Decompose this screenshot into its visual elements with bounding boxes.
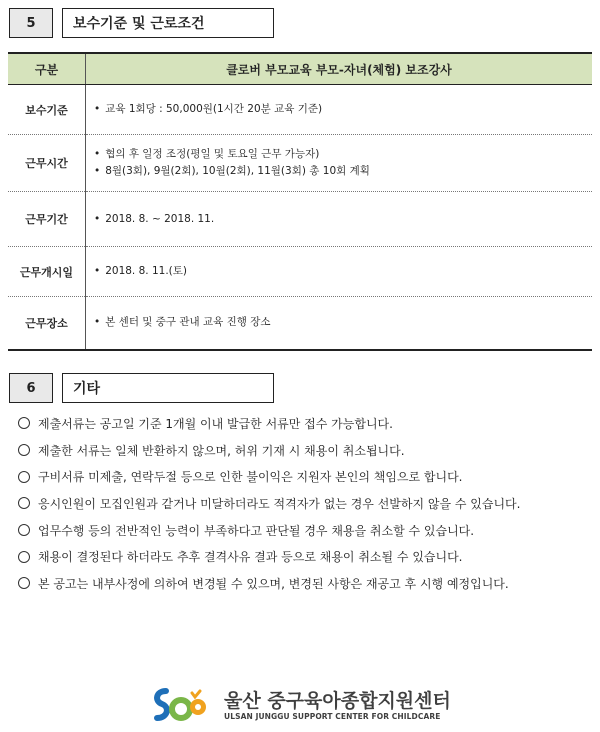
notes-list [18,410,598,597]
list-item [18,570,598,597]
row-value [86,135,593,192]
circle-bullet-icon [18,577,30,589]
list-item [18,410,598,437]
list-item-text: 본 공고는 내부사정에 의하여 변경될 수 있으며, 변경된 사항은 재공고 후 시행 예정입니다. [38,576,509,591]
row-label: 근무장소 [8,297,86,350]
list-item-text: 구비서류 미제출, 연락두절 등으로 인한 불이익은 지원자 본인의 책임으로 합니다. [38,470,463,485]
table-row-hours [8,135,592,192]
section-title: 보수기준 및 근로조건 [62,8,274,38]
row-value [86,85,593,135]
circle-bullet-icon [18,551,30,563]
list-item-text: 업무수행 등의 전반적인 능력이 부족하다고 판단될 경우 채용을 취소할 수 있습니다. [38,523,475,538]
table-header-category: 구분 [8,53,86,85]
row-bullet: • 8월(3회), 9월(2회), 10월(2회), 11월(3회) 총 10회 계획 [94,163,592,180]
list-item [18,543,598,570]
list-item [18,490,598,517]
row-label: 보수기준 [8,85,86,135]
table-header-position: 클로버 부모교육 부모-자녀(체험) 보조강사 [86,53,593,85]
table-row-start-date [8,247,592,297]
organization-name-korean: 울산 중구육아종합지원센터 [224,690,451,712]
row-bullet: • 협의 후 일정 조정(평일 및 토요일 근무 가능자) [94,146,592,163]
row-bullet: • 본 센터 및 중구 관내 교육 진행 장소 [94,314,592,331]
table-header-row [8,53,592,85]
row-label: 근무기간 [8,192,86,247]
row-bullet: • 2018. 8. 11.(토) [94,263,592,280]
organization-name-english: ULSAN JUNGGU SUPPORT CENTER FOR CHILDCARE [224,712,441,721]
row-bullet: • 교육 1회당 : 50,000원(1시간 20분 교육 기준) [94,101,592,118]
circle-bullet-icon [18,444,30,456]
list-item-text: 제출한 서류는 일체 반환하지 않으며, 허위 기재 시 채용이 취소됩니다. [38,443,405,458]
row-bullet: • 2018. 8. ~ 2018. 11. [94,211,592,228]
section-6-header [9,373,274,403]
section-number: 6 [9,373,53,403]
row-value [86,192,593,247]
list-item-text: 응시인원이 모집인원과 같거나 미달하더라도 적격자가 없는 경우 선발하지 않을 수 있습니다. [38,496,521,511]
list-item-text: 채용이 결정된다 하더라도 추후 결격사유 결과 등으로 채용이 취소될 수 있습니다. [38,550,463,565]
circle-bullet-icon [18,417,30,429]
section-title: 기타 [62,373,274,403]
table-row-pay [8,85,592,135]
section-number: 5 [9,8,53,38]
table-row-period [8,192,592,247]
row-label: 근무개시일 [8,247,86,297]
list-item [18,437,598,464]
logo-mark-icon [148,685,218,725]
row-value [86,247,593,297]
list-item [18,463,598,490]
list-item [18,517,598,544]
list-item-text: 제출서류는 공고일 기준 1개월 이내 발급한 서류만 접수 가능합니다. [38,416,393,431]
conditions-table [8,52,592,351]
circle-bullet-icon [18,497,30,509]
circle-bullet-icon [18,471,30,483]
row-label: 근무시간 [8,135,86,192]
organization-logo [148,685,468,725]
table-row-location [8,297,592,350]
section-5-header [9,8,274,38]
row-value [86,297,593,350]
circle-bullet-icon [18,524,30,536]
